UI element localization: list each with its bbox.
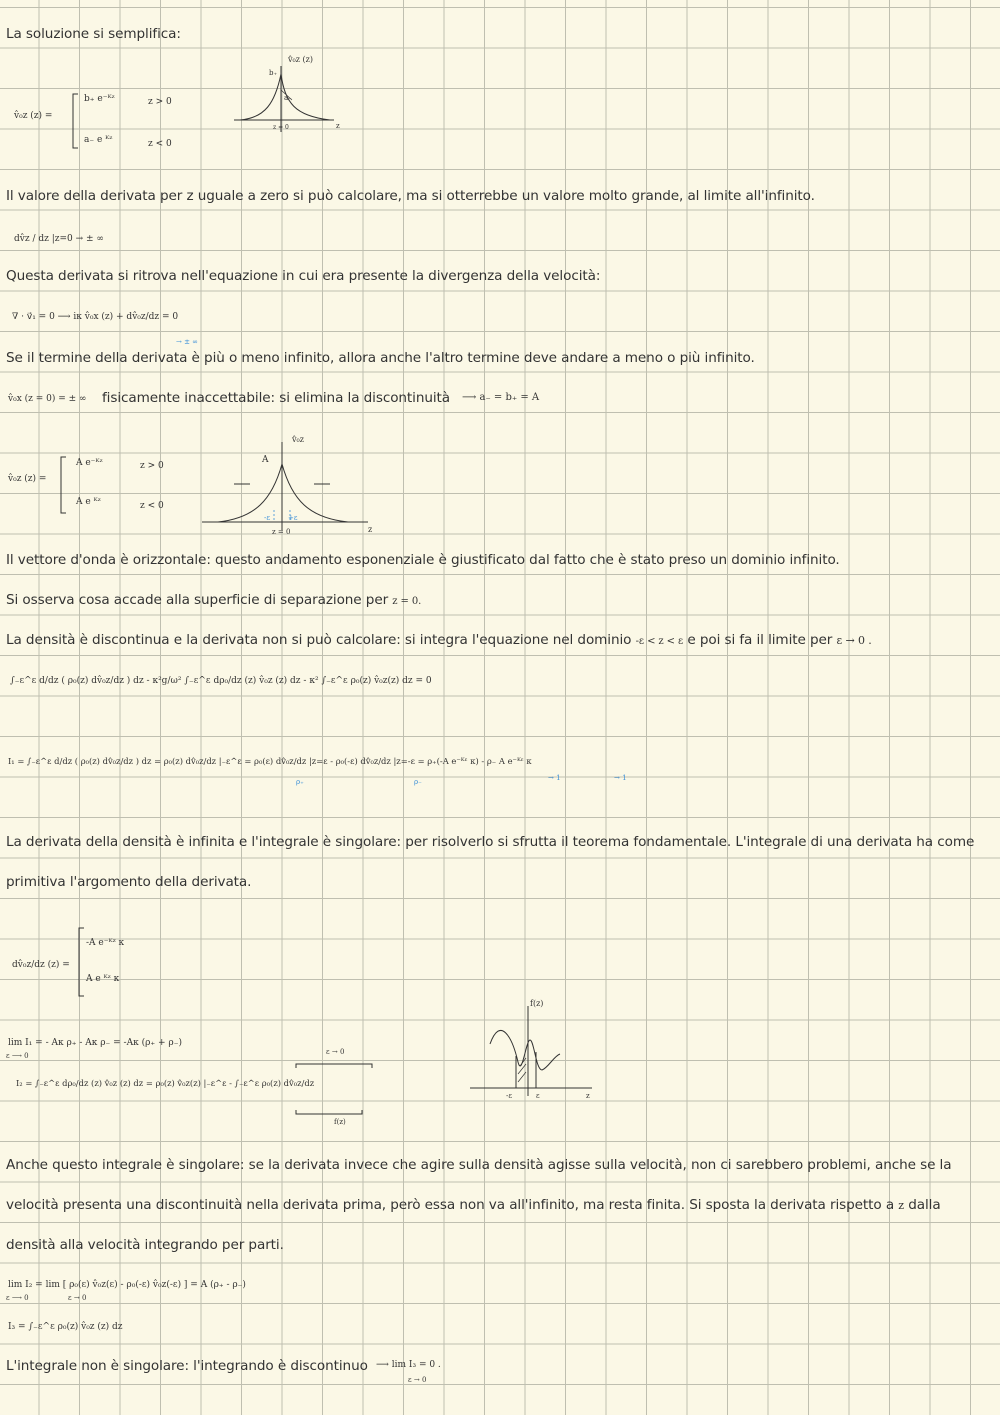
graph2-z0: z = 0 [272,528,291,536]
separation-text: Si osserva cosa accade alla superficie di separazione per [6,592,393,608]
line-also-singular: Anche questo integrale è singolare: se la derivata invece che agire sulla densità agisse sulla velocità, non ci sarebbero problemi, anche se la [6,1157,952,1173]
density-text: La densità è discontinua e la derivata non si può calcolare: si integra l'equazione nel dominio [6,632,632,648]
eq1-row1: b₊ e⁻ᴷᶻ [84,94,115,104]
eq14-lim-i2: lim I₂ = lim [ ρ₀(ε) v̂₀z(ε) - ρ₀(-ε) v̂₀z(-ε) ] = A (ρ₊ - ρ₋) [8,1280,246,1290]
eq13-bottom: f(z) [334,1118,346,1126]
graph3-fz [466,996,606,1106]
graph1-z: z [336,122,340,130]
eq1-brace [70,92,80,150]
eq9-integral: ∫₋ε^ε d/dz ( ρ₀(z) dv̂₀z/dz ) dz - κ²g/ω² ∫₋ε^ε dρ₀/dz (z) v̂₀z (z) dz - κ² ∫₋ε^ε ρ₀(z) v̂₀z(z) dz = 0 [10,676,432,686]
line-primitive: primitiva l'argomento della derivata. [6,874,252,890]
line-density-derivative: La derivata della densità è infinita e l'integrale è singolare: per risolverlo si sfrutta il teorema fondamentale. L'integrale di una derivata ha come [6,834,975,850]
graph1-a: a₋ [284,94,292,102]
eps-limit-math: ε → 0 . [836,634,872,647]
graph2-minus-eps: -ε [264,514,270,522]
eq11-brace [76,926,86,998]
eq5-cond1: z > 0 [140,461,164,471]
graph2-a: A [262,455,269,465]
eq5-brace [58,455,68,515]
line-density-discontinuous [6,632,872,648]
eq16-sub: ε → 0 [408,1376,427,1384]
line-wave-vector: Il vettore d'onda è orizzontale: questo andamento esponenziale è giustificato dal fatto che è stato preso un dominio infinito. [6,552,840,568]
eq10-rho-plus: ρ₊ [296,778,304,786]
eq5-cond2: z < 0 [140,501,164,511]
line-velocity-discontinuity: velocità presenta una discontinuità nella derivata prima, però essa non va all'infinito, ma resta finita. Si sposta la derivata rispetto a z dalla [6,1197,941,1213]
eq10-to-one-a: → 1 [548,774,561,782]
eq4-rhs: ⟶ a₋ = b₊ = A [462,392,540,403]
graph1-b: b₊ [269,69,278,77]
line-solution: La soluzione si semplifica: [6,26,181,42]
graph1-exponential [230,48,350,138]
eq11-row1: -A e⁻ᴷᶻ κ [86,938,125,948]
line-integration-by-parts: densità alla velocità integrando per parti. [6,1237,284,1253]
velocity-text: velocità presenta una discontinuità nella derivata prima, però essa non va all'infinito, ma resta finita. Si sposta la derivata rispetto a [6,1197,899,1213]
eq13-i2: I₂ = ∫₋ε^ε dρ₀/dz (z) v̂₀z (z) dz = ρ₀(z) v̂₀z(z) |₋ε^ε - ∫₋ε^ε ρ₀(z) dv̂₀z/dz [16,1078,315,1088]
eq13-top: ε → 0 [326,1048,345,1056]
eq16-lim-i3: ⟶ lim I₃ = 0 . [376,1360,441,1370]
graph3-eps: ε [536,1092,540,1100]
graph3-ylabel: f(z) [530,999,544,1008]
eq11-lhs: dv̂₀z/dz (z) = [12,960,70,970]
eq4-lhs: v̂₀x (z = 0) = ± ∞ [8,394,87,404]
eq12-lim-i1: lim I₁ = - Aκ ρ₊ - Aκ ρ₋ = -Aκ (ρ₊ + ρ₋) [8,1038,182,1048]
eq10-rho-minus: ρ₋ [414,778,422,786]
eq3-limit: → ± ∞ [176,338,199,346]
eq5-row1: A e⁻ᴷᶻ [76,458,103,468]
eq1-cond1: z > 0 [148,97,172,107]
eq15-i3: I₃ = ∫₋ε^ε ρ₀(z) v̂₀z (z) dz [8,1322,123,1332]
eq14-sub1: ε ⟶ 0 [6,1294,29,1302]
line-divergence: Questa derivata si ritrova nell'equazione in cui era presente la divergenza della velocità: [6,268,601,284]
line-not-singular: L'integrale non è singolare: l'integrando è discontinuo [6,1358,368,1374]
velocity-text-end: dalla [908,1197,941,1213]
graph1-z0: z = 0 [273,124,289,131]
eq1-lhs: v̂₀z (z) = [14,111,53,121]
eq10-to-one-b: → 1 [614,774,627,782]
eq12-sub: ε ⟶ 0 [6,1052,29,1060]
graph2-symmetric-exponential [200,430,380,542]
eq5-lhs: v̂₀z (z) = [8,474,47,484]
z-zero-math: z = 0. [392,596,422,607]
graph2-plus-eps: +ε [288,514,298,522]
graph1-ylabel: v̂₀z (z) [288,55,313,64]
graph2-ylabel: v̂₀z [292,435,304,444]
limit-text: e poi si fa il limite per [687,632,833,648]
eq13-box [294,1062,376,1118]
line-unacceptable: fisicamente inaccettabile: si elimina la discontinuità [102,390,451,406]
eq5-row2: A e ᴷᶻ [76,497,101,507]
graph2-z: z [368,525,373,534]
line-derivative-value: Il valore della derivata per z uguale a zero si può calcolare, ma si otterrebbe un valore molto grande, al limite all'infinito. [6,188,815,204]
eq14-sub2: ε → 0 [68,1294,87,1302]
eq3-divergence: ∇ · v⃗₁ = 0 ⟶ iκ v̂₀x (z) + dv̂₀z/dz = 0 [12,312,179,322]
line-infinite-term: Se il termine della derivata è più o meno infinito, allora anche l'altro termine deve andare a meno o più infinito. [6,350,755,366]
graph3-z: z [586,1092,590,1100]
line-separation-surface [6,592,421,608]
eq11-row2: A e ᴷᶻ κ [86,974,120,984]
eq1-cond2: z < 0 [148,139,172,149]
eq1-row2: a₋ e ᴷᶻ [84,135,113,145]
eq2-derivative: dv̂z / dz |z=0 → ± ∞ [14,234,104,244]
eq10-i1: I₁ = ∫₋ε^ε d/dz ( ρ₀(z) dv̂₀z/dz ) dz = ρ₀(z) dv̂₀z/dz |₋ε^ε = ρ₀(ε) dv̂₀z/dz |z=ε - ρ₀(-ε) dv̂₀z/dz |z=-ε = ρ₊(-A e⁻ᴷᵋ κ) - ρ₋ A e⁻ᴷᵋ κ [8,756,532,766]
graph3-minus-eps: -ε [506,1092,512,1100]
domain-math: -ε < z < ε [635,636,684,647]
